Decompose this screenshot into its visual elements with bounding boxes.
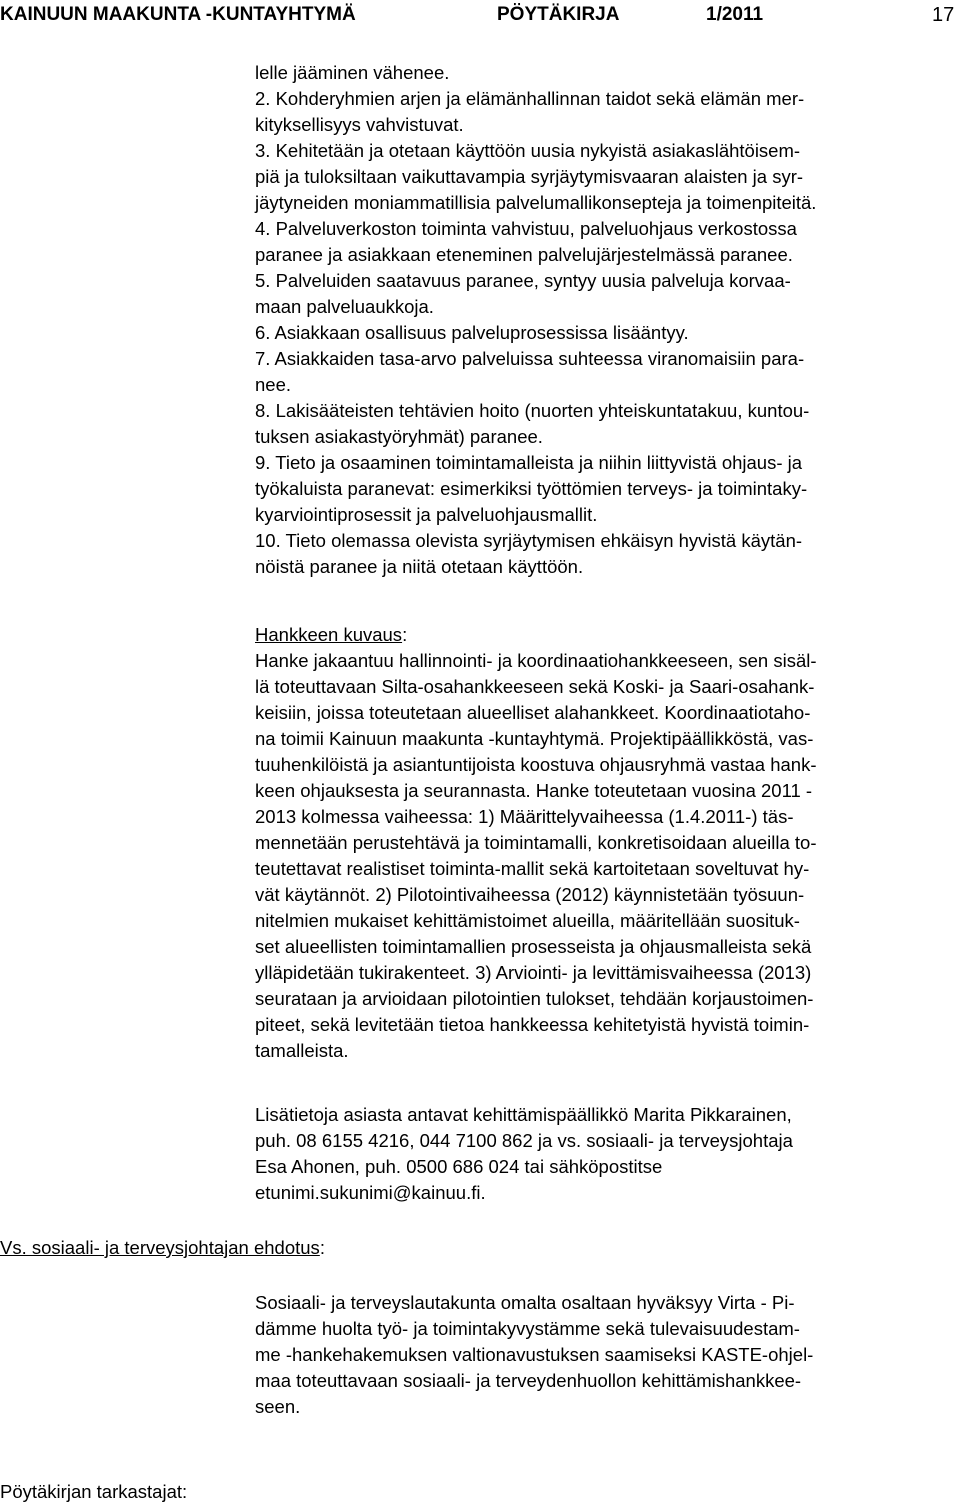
header-organization: KAINUUN MAAKUNTA -KUNTAYHTYMÄ xyxy=(0,4,356,25)
proposal-label-text: Vs. sosiaali- ja terveysjohtajan ehdotus xyxy=(0,1237,320,1258)
goals-line: maan palveluaukkoja. xyxy=(255,296,434,317)
proposal-label xyxy=(0,1237,325,1259)
goals-line: 4. Palveluverkoston toiminta vahvistuu, palveluohjaus verkostossa xyxy=(255,218,797,239)
description-line: set alueellisten toimintamallien prosesseista ja ohjausmalleista sekä xyxy=(255,936,812,957)
description-line: na toimii Kainuun maakunta -kuntayhtymä. Projektipäällikköstä, vas- xyxy=(255,728,814,749)
goals-line: kityksellisyys vahvistuvat. xyxy=(255,114,464,135)
description-line: mennetään perustehtävä ja toimintamalli, konkretisoidaan alueilla to- xyxy=(255,832,817,853)
decision-text xyxy=(255,1290,813,1420)
goals-line: 5. Palveluiden saatavuus paranee, syntyy uusia palveluja korvaa- xyxy=(255,270,791,291)
goals-line: piä ja tuloksiltaan vaikuttavampia syrjäytymisvaaran alaisten ja syr- xyxy=(255,166,804,187)
description-line: piteet, sekä levitetään tietoa hankkeessa kehitetyistä hyvistä toimin- xyxy=(255,1014,810,1035)
goals-line: 9. Tieto ja osaaminen toimintamalleista ja niihin liittyvistä ohjaus- ja xyxy=(255,452,803,473)
decision-line: seen. xyxy=(255,1396,301,1417)
goals-line: nöistä paranee ja niitä otetaan käyttöön. xyxy=(255,556,584,577)
page-header xyxy=(0,0,960,34)
description-line: Hanke jakaantuu hallinnointi- ja koordinaatiohankkeeseen, sen sisäl- xyxy=(255,650,817,671)
info-line: puh. 08 6155 4216, 044 7100 862 ja vs. sosiaali- ja terveysjohtaja xyxy=(255,1130,793,1151)
goals-list xyxy=(255,60,816,580)
info-line: Lisätietoja asiasta antavat kehittämispäällikkö Marita Pikkarainen, xyxy=(255,1104,792,1125)
description-line: keisiin, joissa toteutetaan alueelliset alahankkeet. Koordinaatiotaho- xyxy=(255,702,811,723)
info-line: Esa Ahonen, puh. 0500 686 024 tai sähköpostitse xyxy=(255,1156,663,1177)
description-line: tuuhenkilöistä ja asiantuntijoista koostuva ohjausryhmä vastaa hank- xyxy=(255,754,817,775)
goals-line: 2. Kohderyhmien arjen ja elämänhallinnan taidot sekä elämän mer- xyxy=(255,88,805,109)
description-line: teutettavat realistiset toiminta-mallit sekä kartoitetaan soveltuvat hy- xyxy=(255,858,810,879)
goals-line: 7. Asiakkaiden tasa-arvo palveluissa suhteessa viranomaisiin para- xyxy=(255,348,805,369)
goals-line: paranee ja asiakkaan eteneminen palvelujärjestelmässä paranee. xyxy=(255,244,793,265)
goals-line: nee. xyxy=(255,374,292,395)
goals-line: 8. Lakisääteisten tehtävien hoito (nuorten yhteiskuntatakuu, kuntou- xyxy=(255,400,810,421)
footer-inspectors-label: Pöytäkirjan tarkastajat: xyxy=(0,1481,188,1502)
header-doc-type: PÖYTÄKIRJA xyxy=(497,4,620,25)
goals-line: tuksen asiakastyöryhmät) paranee. xyxy=(255,426,543,447)
proposal-label-suffix: : xyxy=(319,1237,325,1258)
decision-line: dämme huolta työ- ja toimintakyvystämme sekä tulevaisuudestam- xyxy=(255,1318,800,1339)
description-line: nitelmien mukaiset kehittämistoimet alueilla, määritellään suosituk- xyxy=(255,910,800,931)
description-heading-suffix: : xyxy=(402,624,408,645)
description-heading-text: Hankkeen kuvaus xyxy=(255,624,403,645)
description-heading xyxy=(255,622,817,648)
decision-line: me -hankehakemuksen valtionavustuksen saamiseksi KASTE-ohjel- xyxy=(255,1344,814,1365)
project-description xyxy=(255,622,817,1064)
contact-info xyxy=(255,1102,793,1206)
description-line: seurataan ja arvioidaan pilotointien tulokset, tehdään korjaustoimen- xyxy=(255,988,814,1009)
goals-line: työkaluista paranevat: esimerkiksi työttömien terveys- ja toimintaky- xyxy=(255,478,808,499)
goals-line: kyarviointiprosessit ja palveluohjausmallit. xyxy=(255,504,598,525)
decision-line: maa toteuttavaan sosiaali- ja terveydenhuollon kehittämishankkee- xyxy=(255,1370,802,1391)
goals-line: 3. Kehitetään ja otetaan käyttöön uusia nykyistä asiakaslähtöisem- xyxy=(255,140,801,161)
goals-line: jäytyneiden moniammatillisia palvelumallikonsepteja ja toimenpiteitä. xyxy=(255,192,817,213)
goals-line: 6. Asiakkaan osallisuus palveluprosessissa lisääntyy. xyxy=(255,322,689,343)
header-page-number: 17 xyxy=(932,4,955,26)
goals-line: lelle jääminen vähenee. xyxy=(255,62,450,83)
description-line: tamalleista. xyxy=(255,1040,349,1061)
goals-line: 10. Tieto olemassa olevista syrjäytymisen ehkäisyn hyvistä käytän- xyxy=(255,530,803,551)
description-line: ylläpidetään tukirakenteet. 3) Arviointi- ja levittämisvaiheessa (2013) xyxy=(255,962,812,983)
info-line: etunimi.sukunimi@kainuu.fi. xyxy=(255,1182,486,1203)
decision-line: Sosiaali- ja terveyslautakunta omalta osaltaan hyväksyy Virta - Pi- xyxy=(255,1292,795,1313)
description-line: lä toteuttavaan Silta-osahankkeeseen sekä Koski- ja Saari-osahank- xyxy=(255,676,815,697)
description-line: 2013 kolmessa vaiheessa: 1) Määrittelyvaiheessa (1.4.2011-) täs- xyxy=(255,806,794,827)
header-doc-number: 1/2011 xyxy=(706,4,764,25)
description-line: keen ohjauksesta ja seurannasta. Hanke toteutetaan vuosina 2011 - xyxy=(255,780,813,801)
description-line: vät käytännöt. 2) Pilotointivaiheessa (2012) käynnistetään työsuun- xyxy=(255,884,805,905)
